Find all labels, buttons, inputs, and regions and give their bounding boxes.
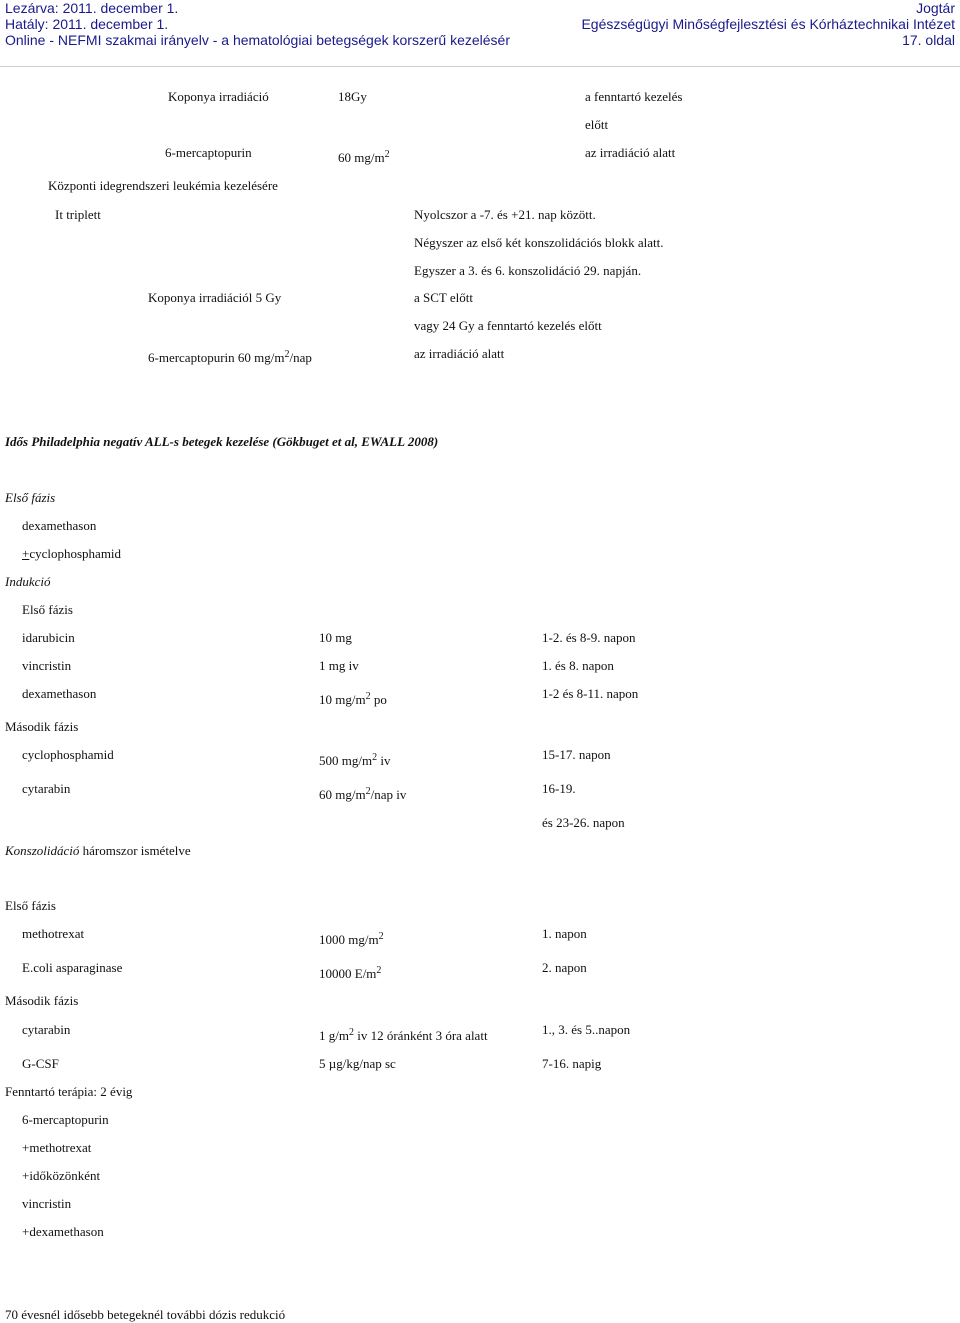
dose-reduction-note: 70 évesnél idősebb betegeknél további dózis redukció	[5, 1307, 286, 1322]
header-effective-date: Hatály: 2011. december 1.	[5, 16, 169, 32]
days-methotrexat: 1. napon	[542, 926, 587, 941]
pre-phase-label: Első fázis	[5, 490, 56, 505]
consolidation-phase-2-label: Második fázis	[5, 993, 79, 1008]
header-divider	[0, 66, 960, 67]
dose-cyclophosphamid: 500 $mg/m^2$ iv	[319, 752, 391, 768]
consolidation-label: Konszolidáció háromszor ismételve	[5, 843, 191, 858]
maintenance-vincristin: vincristin	[22, 1196, 72, 1211]
during-irradiation-text: az irradiáció alatt	[585, 145, 676, 160]
four-times-text: Négyszer az első két konszolidációs blokk alatt.	[414, 235, 664, 250]
drug-gcsf: G-CSF	[22, 1056, 59, 1071]
eight-times-text: Nyolcszor a -7. és +21. nap között.	[414, 207, 596, 222]
it-triplet-label: It triplett	[55, 207, 101, 222]
header-institute: Egészségügyi Minőségfejlesztési és Kórháztechnikai Intézet	[581, 16, 955, 32]
dose-cytarabin: 60 $mg/m^2$/nap iv	[319, 786, 407, 802]
maintenance-periodically: +időközönként	[22, 1168, 101, 1183]
consolidation-phase-1-label: Első fázis	[5, 898, 56, 913]
mercaptopurin-label: 6-mercaptopurin	[165, 145, 252, 160]
induction-phase-2-label: Második fázis	[5, 719, 79, 734]
cyclophosphamid-pre: +cyclophosphamid	[22, 546, 122, 561]
maintenance-dexamethason: +dexamethason	[22, 1224, 104, 1239]
cranial-irradiation-label: Koponya irradiáció	[168, 89, 269, 104]
dose-idarubicin: 10 mg	[319, 630, 352, 645]
drug-methotrexat: methotrexat	[22, 926, 85, 941]
days-asparaginase: 2. napon	[542, 960, 587, 975]
mercaptopurin-dose: 60 $mg/m^2$	[338, 149, 390, 165]
header-publisher: Jogtár	[916, 0, 955, 16]
dose-asparaginase: 10000 $E/m^2$	[319, 965, 382, 981]
days-idarubicin: 1-2. és 8-9. napon	[542, 630, 636, 645]
maintenance-label: Fenntartó terápia: 2 évig	[5, 1084, 133, 1099]
maintenance-mercaptopurin: 6-mercaptopurin	[22, 1112, 109, 1127]
days-cytarabin-consolidation: 1., 3. és 5..napon	[542, 1022, 631, 1037]
ewall-title: Idős Philadelphia negatív ALL-s betegek kezelése (Gökbuget et al, EWALL 2008)	[5, 434, 439, 449]
once-text: Egyszer a 3. és 6. konszolidáció 29. napján.	[414, 263, 642, 278]
cranial-irradiation-dose: 18Gy	[338, 89, 367, 104]
drug-cytarabin-consolidation: cytarabin	[22, 1022, 71, 1037]
dose-methotrexat: 1000 $mg/m^2$	[319, 931, 384, 947]
drug-cytarabin: cytarabin	[22, 781, 71, 796]
maintenance-methotrexat: +methotrexat	[22, 1140, 92, 1155]
header-page-number: 17. oldal	[902, 32, 955, 48]
or-24gy-text: vagy 24 Gy a fenntartó kezelés előtt	[414, 318, 602, 333]
drug-dexamethason: dexamethason	[22, 686, 97, 701]
dexamethason-pre: dexamethason	[22, 518, 97, 533]
header-document-title: Online - NEFMI szakmai irányelv - a hematológiai betegségek korszerű kezelésér	[5, 32, 510, 48]
days-vincristin: 1. és 8. napon	[542, 658, 614, 673]
dose-cytarabin-consolidation: 1 $g/m^2$ iv 12 óránként 3 óra alatt	[319, 1027, 488, 1043]
drug-vincristin: vincristin	[22, 658, 72, 673]
drug-idarubicin: idarubicin	[22, 630, 75, 645]
induction-phase-1-label: Első fázis	[22, 602, 73, 617]
drug-cyclophosphamid: cyclophosphamid	[22, 747, 114, 762]
cns-leukemia-heading: Központi idegrendszeri leukémia kezelésére	[48, 178, 278, 193]
induction-label: Indukció	[5, 574, 51, 589]
dose-dexamethason: 10 $mg/m^2$ po	[319, 691, 387, 707]
during-irradiation-text-2: az irradiáció alatt	[414, 346, 505, 361]
before-maintenance-text: a fenntartó kezelés	[585, 89, 683, 104]
dose-vincristin: 1 mg iv	[319, 658, 359, 673]
days-cytarabin-2: és 23-26. napon	[542, 815, 625, 830]
dose-gcsf: 5 µg/kg/nap sc	[319, 1056, 396, 1071]
days-cytarabin: 16-19.	[542, 781, 576, 796]
days-dexamethason: 1-2 és 8-11. napon	[542, 686, 639, 701]
header-closed-date: Lezárva: 2011. december 1.	[5, 0, 179, 16]
days-gcsf: 7-16. napig	[542, 1056, 602, 1071]
mercaptopurin-60-label: 6-mercaptopurin 60 $mg/m^2$/nap	[148, 349, 312, 365]
drug-asparaginase: E.coli asparaginase	[22, 960, 123, 975]
before-sct-text: a SCT előtt	[414, 290, 473, 305]
before-text: előtt	[585, 117, 609, 132]
days-cyclophosphamid: 15-17. napon	[542, 747, 611, 762]
cranial-5gy-label: Koponya irradiációl 5 Gy	[148, 290, 282, 305]
